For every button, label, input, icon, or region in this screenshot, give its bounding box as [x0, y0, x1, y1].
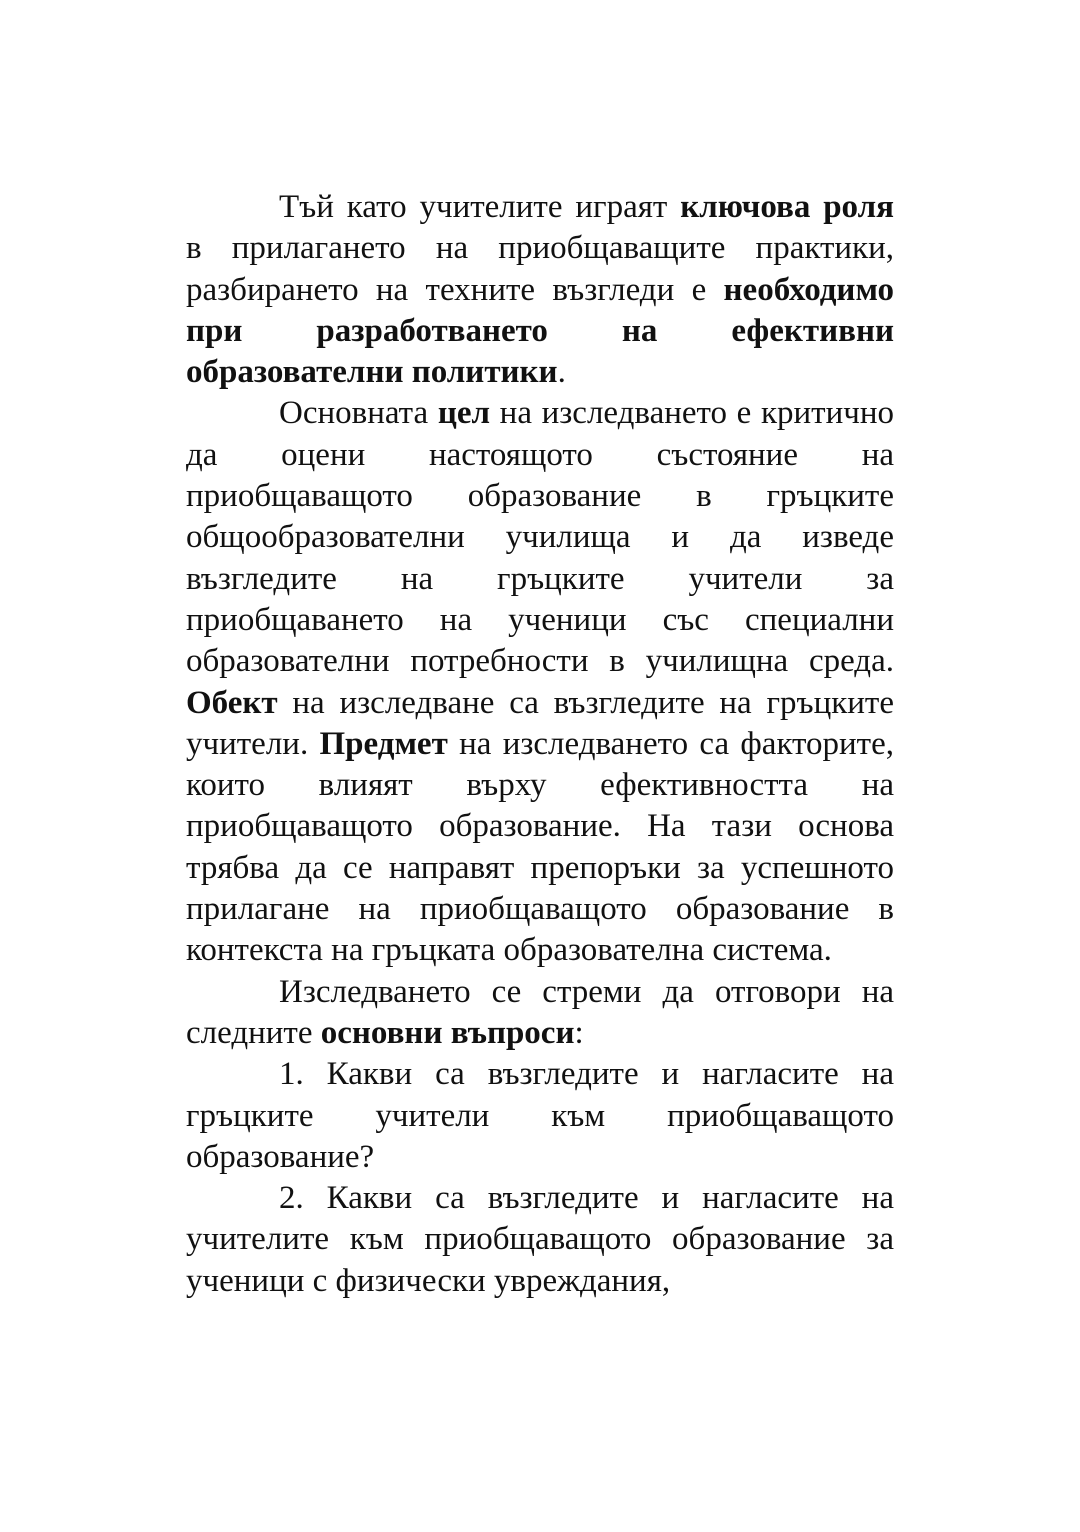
text-run: 1. Какви са възгледите и нагласите на гръцките учители към приобщаващото образование?: [186, 1056, 894, 1175]
bold-text-run: Предмет: [319, 725, 448, 762]
text-run: 2. Какви са възгледите и нагласите на учителите към приобщаващото образование за ученици с физически увреждания,: [186, 1180, 894, 1299]
paragraph-question-2: [186, 1178, 894, 1302]
paragraph-key-role: [186, 187, 894, 393]
text-run: на изследването е критично да оцени настоящото състояние на приобщаващото образование в гръцките общообразователни училища и да изведе възгледите на гръцките учители за приобщаването на ученици със специални образователни потребности в училищна среда.: [186, 395, 894, 680]
document-body: [186, 187, 894, 1302]
bold-text-run: Обект: [186, 684, 278, 721]
text-run: на изследване са възгледите на гръцките учители.: [186, 684, 894, 762]
bold-text-run: ключова роля: [680, 189, 894, 225]
text-run: Тъй като учителите играят: [279, 189, 681, 225]
paragraph-main-questions: [186, 972, 894, 1055]
text-run: Основната: [279, 395, 438, 432]
text-run: :: [574, 1014, 584, 1051]
text-run: в прилагането на приобщаващите практики, разбирането на техните възгледи е: [186, 230, 894, 308]
bold-text-run: цел: [437, 395, 490, 432]
bold-text-run: основни въпроси: [320, 1014, 575, 1051]
text-run: Изследването се стреми да отговори на следните: [186, 973, 894, 1051]
text-run: .: [557, 354, 566, 391]
paragraph-research-goal: [186, 393, 894, 971]
text-run: на изследването са факторите, които влияят върху ефективността на приобщаващото образование. На тази основа трябва да се направят препоръки за успешното прилагане на приобщаващото образование в контекста на гръцката образователна система.: [186, 725, 895, 969]
paragraph-question-1: [186, 1054, 894, 1178]
bold-text-run: необходимо при разработването на ефективни образователни политики: [186, 271, 894, 391]
